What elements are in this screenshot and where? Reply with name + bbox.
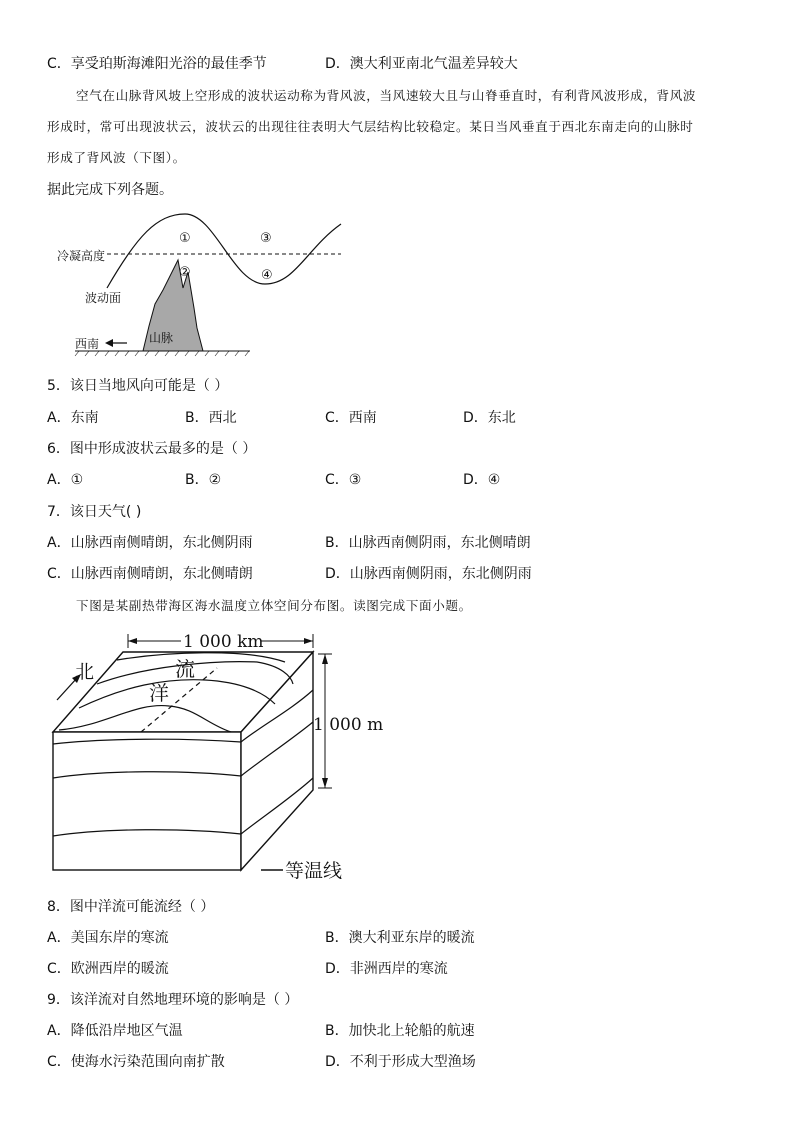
passage1-line2: 形成时，常可出现波状云，波状云的出现往往表明大气层结构比较稳定。某日当风垂直于西北东南走向的山脉时 — [47, 119, 694, 134]
passage1-line3: 形成了背风波（下图）。 — [47, 150, 186, 165]
q6-stem: 6．图中形成波状云最多的是（ ） — [47, 441, 257, 457]
block-front-face — [53, 732, 241, 870]
marker-1: ① — [179, 231, 191, 246]
isotherm-legend-label: 等温线 — [285, 860, 343, 882]
passage2: 下图是某副热带海区海水温度立体空间分布图。读图完成下面小题。 — [76, 598, 472, 613]
q6-option-d: D．④ — [463, 472, 501, 488]
q8-stem: 8．图中洋流可能流经（ ） — [47, 899, 215, 915]
southwest-label: 西南 — [75, 337, 100, 351]
width-label: 1 000 km — [183, 632, 264, 652]
option-d-prev: D．澳大利亚南北气温差异较大 — [325, 56, 518, 72]
passage1-line1: 空气在山脉背风坡上空形成的波状运动称为背风波，当风速较大且与山脊垂直时，有利背风波形成，背风波 — [76, 88, 697, 103]
option-c-prev: C．享受珀斯海滩阳光浴的最佳季节 — [47, 56, 267, 72]
q6-option-a: A．① — [47, 472, 84, 488]
condensation-level-label: 冷凝高度 — [57, 249, 106, 263]
depth-label: 1 000 m — [313, 715, 384, 735]
q9-option-d: D．不利于形成大型渔场 — [325, 1054, 476, 1070]
q7-stem: 7．该日天气( ) — [47, 504, 142, 520]
marker-3: ③ — [260, 231, 272, 246]
wave-surface-line — [107, 214, 341, 288]
q5-option-b: B．西北 — [185, 410, 237, 426]
q8-option-d: D．非洲西岸的寒流 — [325, 961, 448, 977]
q9-option-c: C．使海水污染范围向南扩散 — [47, 1054, 225, 1070]
wave-surface-label: 波动面 — [85, 291, 122, 305]
q7-option-b: B．山脉西南侧阴雨，东北侧晴朗 — [325, 535, 531, 551]
q7-option-d: D．山脉西南侧阴雨，东北侧阴雨 — [325, 566, 532, 582]
q5-option-c: C．西南 — [325, 410, 377, 426]
marker-4: ④ — [261, 268, 273, 283]
q6-option-c: C．③ — [325, 472, 362, 488]
q8-option-b: B．澳大利亚东岸的暖流 — [325, 930, 475, 946]
q9-option-a: A．降低沿岸地区气温 — [47, 1023, 183, 1039]
north-label: 北 — [75, 661, 95, 683]
q7-option-a: A．山脉西南侧晴朗，东北侧阴雨 — [47, 535, 253, 551]
q6-option-b: B．② — [185, 472, 222, 488]
q5-option-a: A．东南 — [47, 410, 99, 426]
ground-hatching — [75, 351, 249, 356]
southwest-arrow-head — [105, 339, 113, 347]
q5-stem: 5．该日当地风向可能是（ ） — [47, 378, 229, 394]
q9-option-b: B．加快北上轮船的航速 — [325, 1023, 475, 1039]
q7-option-c: C．山脉西南侧晴朗，东北侧晴朗 — [47, 566, 253, 582]
q8-option-a: A．美国东岸的寒流 — [47, 930, 169, 946]
q9-stem: 9．该洋流对自然地理环境的影响是（ ） — [47, 992, 299, 1008]
current-char-yang: 洋 — [149, 681, 169, 705]
mountain-label: 山脉 — [149, 331, 174, 345]
north-arrow-line — [57, 678, 77, 700]
ocean-temperature-block-diagram — [45, 622, 390, 884]
current-char-liu: 流 — [175, 657, 195, 681]
q8-option-c: C．欧洲西岸的暖流 — [47, 961, 169, 977]
q5-option-d: D．东北 — [463, 410, 516, 426]
marker-2: ② — [179, 265, 191, 280]
instruction: 据此完成下列各题。 — [47, 182, 173, 198]
lee-wave-diagram — [45, 208, 355, 360]
